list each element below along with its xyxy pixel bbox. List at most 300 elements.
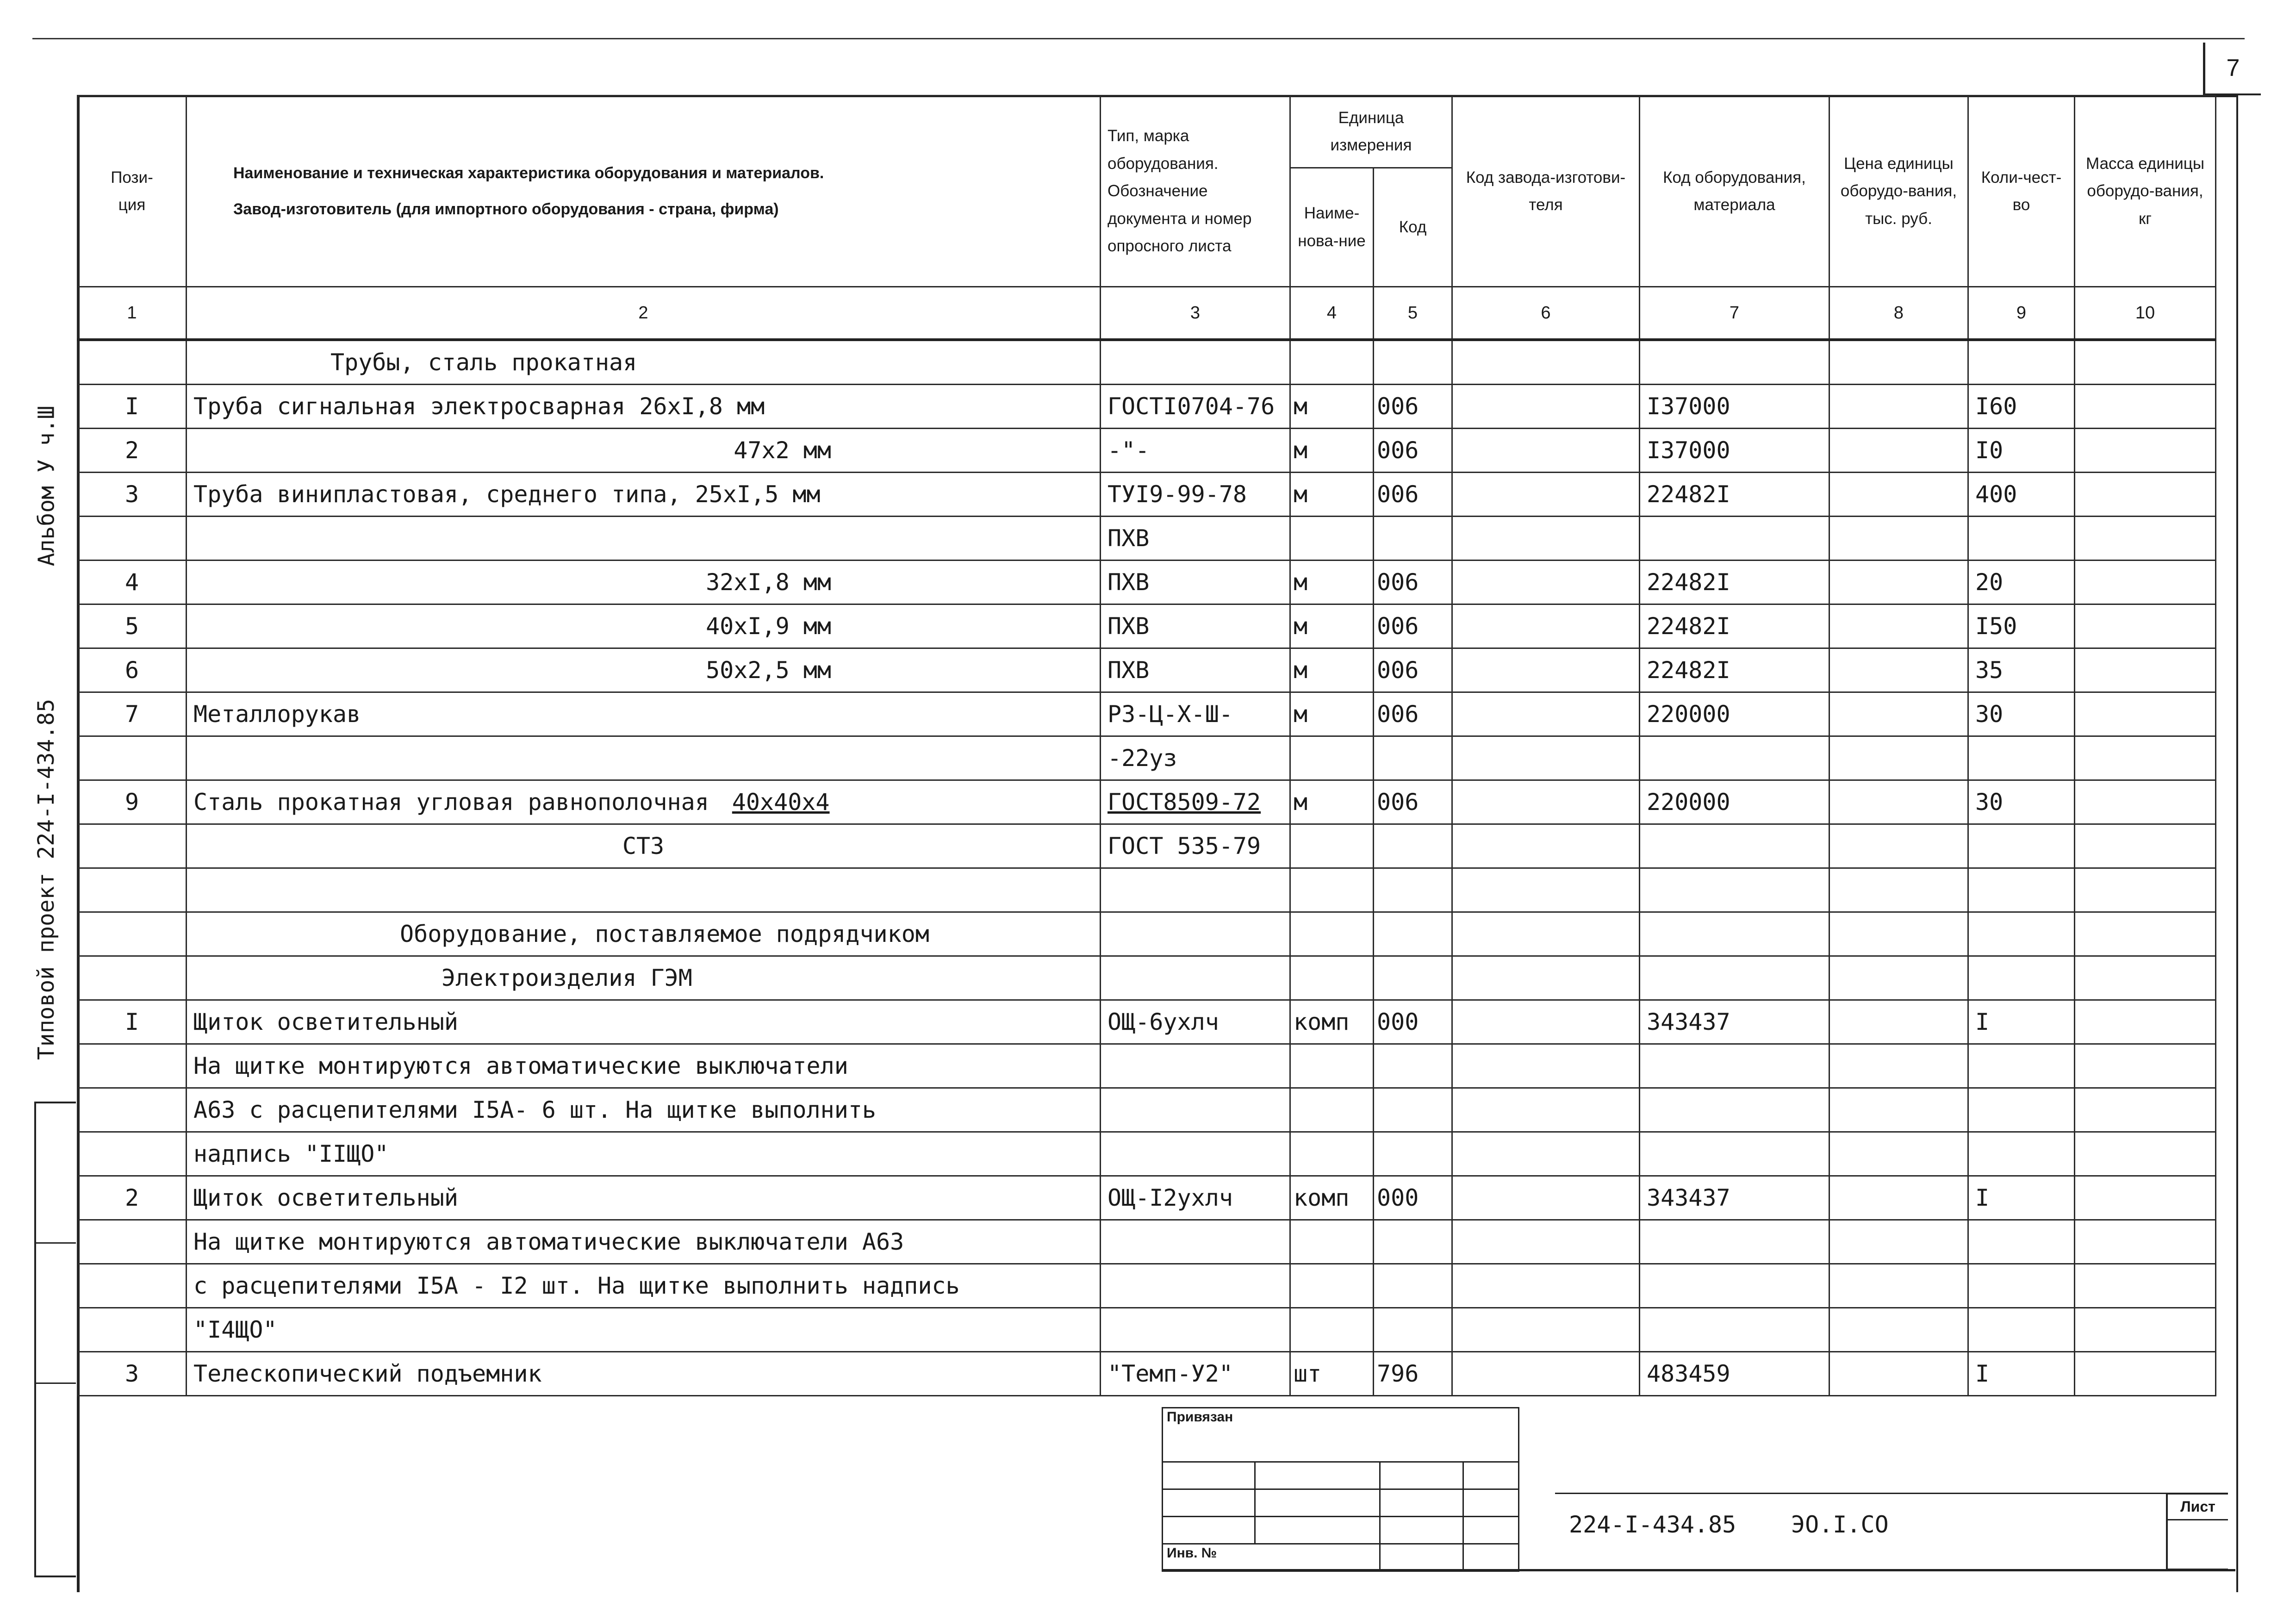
price-cell [1829,1088,1968,1132]
type-cell [1101,1264,1290,1308]
header-mass: Масса единицы оборудо-вания, кг [2075,96,2216,287]
mass-cell [2075,692,2216,736]
price-cell [1829,385,1968,429]
position-cell: 9 [78,780,187,824]
name-cell [187,780,1101,824]
unit-code-cell [1374,1088,1452,1132]
unit-cell [1290,956,1374,1000]
name-text: На щитке монтируются автоматические выключатели [193,1052,848,1079]
name-text: 32хI,8 мм [706,569,831,596]
column-number: 2 [187,287,1101,340]
position-cell [78,1264,187,1308]
unit-code-cell: 006 [1374,429,1452,473]
table-row [78,1308,2216,1352]
position-cell: 7 [78,692,187,736]
unit-code-cell [1374,1132,1452,1176]
document-number: 224-I-434.85 [1569,1511,1736,1538]
column-number: 4 [1290,287,1374,340]
name-cell [187,385,1101,429]
position-cell [78,1044,187,1088]
mass-cell [2075,1264,2216,1308]
unit-code-cell: 006 [1374,692,1452,736]
quantity-cell [1968,1044,2075,1088]
column-number-row [78,287,2216,340]
table-row [78,1000,2216,1044]
item-code-cell: 220000 [1640,692,1829,736]
type-cell: ПХВ [1101,648,1290,692]
stamp-cell [1463,1462,1519,1489]
price-cell [1829,1132,1968,1176]
factory-code-cell [1452,473,1640,517]
type-cell: ОЩ-I2ухлч [1101,1176,1290,1220]
name-cell [187,1044,1101,1088]
quantity-cell [1968,340,2075,385]
header-type: Тип, марка оборудования. Обозначение документа и номер опросного листа [1101,96,1290,287]
item-code-cell: 22482I [1640,604,1829,648]
mass-cell [2075,1220,2216,1264]
unit-cell: м [1290,648,1374,692]
item-code-cell [1640,736,1829,780]
price-cell [1829,780,1968,824]
unit-code-cell: 006 [1374,780,1452,824]
column-number: 1 [78,287,187,340]
quantity-cell [1968,1132,2075,1176]
name-cell [187,868,1101,912]
name-text: Электроизделия ГЭМ [442,965,692,991]
price-cell [1829,1352,1968,1396]
name-cell [187,912,1101,956]
item-code-cell [1640,1088,1829,1132]
position-cell [78,824,187,868]
table-row [78,561,2216,604]
quantity-cell: 20 [1968,561,2075,604]
item-code-cell [1640,1264,1829,1308]
price-cell [1829,429,1968,473]
name-cell [187,1264,1101,1308]
mass-cell [2075,648,2216,692]
table-row [78,429,2216,473]
stamp-cell [1380,1544,1463,1571]
position-cell [78,517,187,561]
name-cell [187,340,1101,385]
price-cell [1829,912,1968,956]
type-cell [1101,868,1290,912]
item-code-cell [1640,517,1829,561]
type-cell: ОЩ-6ухлч [1101,1000,1290,1044]
price-cell [1829,1308,1968,1352]
price-cell [1829,648,1968,692]
position-cell: 6 [78,648,187,692]
mass-cell [2075,868,2216,912]
strip-cell [36,1384,76,1523]
price-cell [1829,604,1968,648]
header-position: Пози- ция [78,96,187,287]
unit-cell: м [1290,604,1374,648]
column-number: 6 [1452,287,1640,340]
table-row [78,1352,2216,1396]
position-cell [78,736,187,780]
unit-cell [1290,912,1374,956]
quantity-cell [1968,956,2075,1000]
name-cell [187,1176,1101,1220]
stamp-cell [1255,1462,1380,1489]
stamp-cell [1163,1489,1255,1517]
unit-code-cell [1374,1264,1452,1308]
table-row [78,1132,2216,1176]
type-cell: ГОСТ 535-79 [1101,824,1290,868]
header-name-line1: Наименование и техническая характеристика оборудования и материалов. [233,164,824,182]
unit-cell [1290,1264,1374,1308]
factory-code-cell [1452,1000,1640,1044]
unit-code-cell: 006 [1374,385,1452,429]
header-price: Цена единицы оборудо-вания, тыс. руб. [1829,96,1968,287]
type-cell: ПХВ [1101,517,1290,561]
quantity-cell: 400 [1968,473,2075,517]
unit-cell [1290,824,1374,868]
quantity-cell: I [1968,1000,2075,1044]
position-cell: 4 [78,561,187,604]
position-cell: 3 [78,473,187,517]
type-cell: ПХВ [1101,604,1290,648]
position-cell [78,1220,187,1264]
price-cell [1829,736,1968,780]
type-cell: -22уз [1101,736,1290,780]
position-cell [78,868,187,912]
position-cell: 2 [78,429,187,473]
stamp-cell [1380,1517,1463,1544]
mass-cell [2075,1088,2216,1132]
side-album-text: Альбом У ч.Ш [33,405,59,567]
name-extra-text: 40х40х4 [732,789,830,816]
unit-cell [1290,1044,1374,1088]
stamp-cell [1463,1517,1519,1544]
name-text: "I4ЩО" [193,1316,277,1343]
unit-cell: м [1290,385,1374,429]
side-album-label [28,389,65,583]
unit-code-cell [1374,517,1452,561]
column-number: 5 [1374,287,1452,340]
price-cell [1829,1264,1968,1308]
column-number: 10 [2075,287,2216,340]
quantity-cell: 35 [1968,648,2075,692]
type-cell [1101,912,1290,956]
name-cell [187,1132,1101,1176]
position-cell [78,1088,187,1132]
name-cell [187,692,1101,736]
unit-cell: комп [1290,1000,1374,1044]
price-cell [1829,1044,1968,1088]
price-cell [1829,824,1968,868]
unit-code-cell: 006 [1374,604,1452,648]
price-cell [1829,956,1968,1000]
unit-code-cell [1374,824,1452,868]
name-cell [187,1308,1101,1352]
type-cell: ТУI9-99-78 [1101,473,1290,517]
position-cell [78,1308,187,1352]
column-number: 7 [1640,287,1829,340]
factory-code-cell [1452,648,1640,692]
title-block-line [1555,1493,2166,1494]
mass-cell [2075,1308,2216,1352]
name-cell [187,1220,1101,1264]
unit-code-cell: 000 [1374,1000,1452,1044]
name-text: 47х2 мм [734,437,831,464]
stamp-cell [1463,1489,1519,1517]
table-row [78,473,2216,517]
unit-cell [1290,868,1374,912]
table-row [78,736,2216,780]
stamp-cell [1255,1517,1380,1544]
position-cell: I [78,1000,187,1044]
position-cell [78,956,187,1000]
type-cell [1101,340,1290,385]
table-row [78,1088,2216,1132]
item-code-cell: I37000 [1640,385,1829,429]
name-cell [187,561,1101,604]
item-code-cell [1640,824,1829,868]
side-project-text: Типовой проект 224-I-434.85 [33,698,60,1060]
mass-cell [2075,561,2216,604]
factory-code-cell [1452,780,1640,824]
unit-cell: м [1290,429,1374,473]
quantity-cell: I [1968,1352,2075,1396]
unit-code-cell [1374,1044,1452,1088]
name-text: СТ3 [622,833,665,859]
column-number: 9 [1968,287,2075,340]
unit-cell [1290,1308,1374,1352]
item-code-cell [1640,1220,1829,1264]
factory-code-cell [1452,517,1640,561]
table-row [78,604,2216,648]
factory-code-cell [1452,1044,1640,1088]
factory-code-cell [1452,1264,1640,1308]
type-cell: -"- [1101,429,1290,473]
mass-cell [2075,1132,2216,1176]
mass-cell [2075,780,2216,824]
quantity-cell [1968,736,2075,780]
mass-cell [2075,385,2216,429]
name-text: Телескопический подъемник [193,1360,542,1387]
mass-cell [2075,824,2216,868]
type-cell [1101,1044,1290,1088]
unit-cell: м [1290,561,1374,604]
table-row [78,692,2216,736]
table-row [78,956,2216,1000]
unit-code-cell: 006 [1374,473,1452,517]
name-text: Металлорукав [193,701,361,728]
quantity-cell [1968,824,2075,868]
factory-code-cell [1452,1220,1640,1264]
factory-code-cell [1452,561,1640,604]
name-cell [187,1088,1101,1132]
quantity-cell: 30 [1968,692,2075,736]
factory-code-cell [1452,824,1640,868]
name-text: Трубы, сталь прокатная [330,349,637,376]
header-unit-group: Единица измерения [1290,96,1452,168]
mass-cell [2075,1176,2216,1220]
mass-cell [2075,473,2216,517]
column-number: 3 [1101,287,1290,340]
item-code-cell [1640,956,1829,1000]
header-unit-name: Наиме-нова-ние [1290,168,1374,286]
type-cell: ГОСТI0704-76 [1101,385,1290,429]
name-text: Труба сигнальная электросварная 26хI,8 мм [193,393,765,420]
position-cell [78,1132,187,1176]
name-cell [187,1000,1101,1044]
item-code-cell [1640,1044,1829,1088]
quantity-cell [1968,1264,2075,1308]
header-name [187,96,1101,287]
item-code-cell [1640,1132,1829,1176]
item-code-cell: 22482I [1640,473,1829,517]
item-code-cell [1640,912,1829,956]
mass-cell [2075,429,2216,473]
table-row [78,340,2216,385]
unit-cell [1290,1088,1374,1132]
inv-label: Инв. № [1163,1544,1380,1571]
item-code-cell: 343437 [1640,1176,1829,1220]
unit-cell [1290,1220,1374,1264]
table-row [78,517,2216,561]
unit-cell [1290,736,1374,780]
name-text: Щиток осветительный [193,1009,458,1035]
table-row [78,648,2216,692]
stamp-cell [1163,1517,1255,1544]
quantity-cell: I [1968,1176,2075,1220]
name-cell [187,736,1101,780]
type-cell [1101,1308,1290,1352]
stamp-cell [1255,1489,1380,1517]
mass-cell [2075,517,2216,561]
type-cell [1101,1132,1290,1176]
header-factory-code: Код завода-изготови-теля [1452,96,1640,287]
quantity-cell: I0 [1968,429,2075,473]
quantity-cell [1968,1308,2075,1352]
item-code-cell: I37000 [1640,429,1829,473]
strip-cell [36,1244,76,1384]
name-text: 50х2,5 мм [706,657,831,684]
unit-code-cell [1374,340,1452,385]
header-unit-code: Код [1374,168,1452,286]
factory-code-cell [1452,429,1640,473]
price-cell [1829,1000,1968,1044]
name-text: А63 с расцепителями I5А- 6 шт. На щитке выполнить [193,1096,877,1123]
price-cell [1829,473,1968,517]
table-row [78,1044,2216,1088]
unit-code-cell [1374,1220,1452,1264]
unit-code-cell [1374,868,1452,912]
price-cell [1829,868,1968,912]
price-cell [1829,692,1968,736]
factory-code-cell [1452,340,1640,385]
specification-table [77,95,2216,1396]
type-cell: ПХВ [1101,561,1290,604]
tied-label: Привязан [1163,1408,1519,1462]
unit-cell [1290,1132,1374,1176]
factory-code-cell [1452,1132,1640,1176]
position-cell: 2 [78,1176,187,1220]
price-cell [1829,561,1968,604]
factory-code-cell [1452,1352,1640,1396]
name-text: На щитке монтируются автоматические выключатели А63 [193,1228,904,1255]
factory-code-cell [1452,736,1640,780]
quantity-cell [1968,868,2075,912]
price-cell [1829,340,1968,385]
quantity-cell: I60 [1968,385,2075,429]
document-section: ЭО.I.СО [1791,1511,1889,1538]
name-text: 40хI,9 мм [706,613,831,640]
name-cell [187,604,1101,648]
type-cell [1101,1088,1290,1132]
stamp-cell [1380,1462,1463,1489]
factory-code-cell [1452,1176,1640,1220]
table-row [78,1220,2216,1264]
unit-cell [1290,340,1374,385]
name-cell [187,429,1101,473]
quantity-cell: I50 [1968,604,2075,648]
item-code-cell [1640,868,1829,912]
table-row [78,385,2216,429]
factory-code-cell [1452,1088,1640,1132]
name-text: надпись "IIЩО" [193,1140,389,1167]
name-text: с расцепителями I5А - I2 шт. На щитке выполнить надпись [193,1272,960,1299]
top-border-line [32,38,2245,39]
bottom-border-line [1162,1569,2235,1571]
strip-cell [36,1103,76,1244]
unit-code-cell: 000 [1374,1176,1452,1220]
mass-cell [2075,1000,2216,1044]
unit-cell: м [1290,692,1374,736]
name-cell [187,824,1101,868]
unit-code-cell: 006 [1374,561,1452,604]
binding-stamp [1162,1407,1519,1572]
header-quantity: Коли-чест-во [1968,96,2075,287]
name-text: Труба винипластовая, среднего типа, 25хI,5 мм [193,481,821,508]
unit-code-cell [1374,956,1452,1000]
mass-cell [2075,1044,2216,1088]
name-text: Сталь прокатная угловая равнополочная [193,789,709,816]
factory-code-cell [1452,868,1640,912]
left-approval-strip [34,1102,76,1577]
header-name-line2: Завод-изготовитель (для импортного оборудования - страна, фирма) [233,200,779,218]
type-cell [1101,956,1290,1000]
item-code-cell: 22482I [1640,648,1829,692]
stamp-cell [1380,1489,1463,1517]
factory-code-cell [1452,912,1640,956]
table-row [78,912,2216,956]
quantity-cell: 30 [1968,780,2075,824]
sheet-number: 7 [2203,43,2261,95]
name-cell [187,473,1101,517]
factory-code-cell [1452,385,1640,429]
unit-code-cell [1374,912,1452,956]
price-cell [1829,1176,1968,1220]
sheet-label: Лист [2168,1495,2228,1520]
side-project-label [28,671,65,1088]
mass-cell [2075,604,2216,648]
quantity-cell [1968,517,2075,561]
unit-cell: комп [1290,1176,1374,1220]
position-cell: I [78,385,187,429]
mass-cell [2075,736,2216,780]
column-number: 8 [1829,287,1968,340]
position-cell [78,912,187,956]
name-cell [187,1352,1101,1396]
mass-cell [2075,340,2216,385]
table-row [78,868,2216,912]
item-code-cell: 343437 [1640,1000,1829,1044]
unit-code-cell [1374,736,1452,780]
